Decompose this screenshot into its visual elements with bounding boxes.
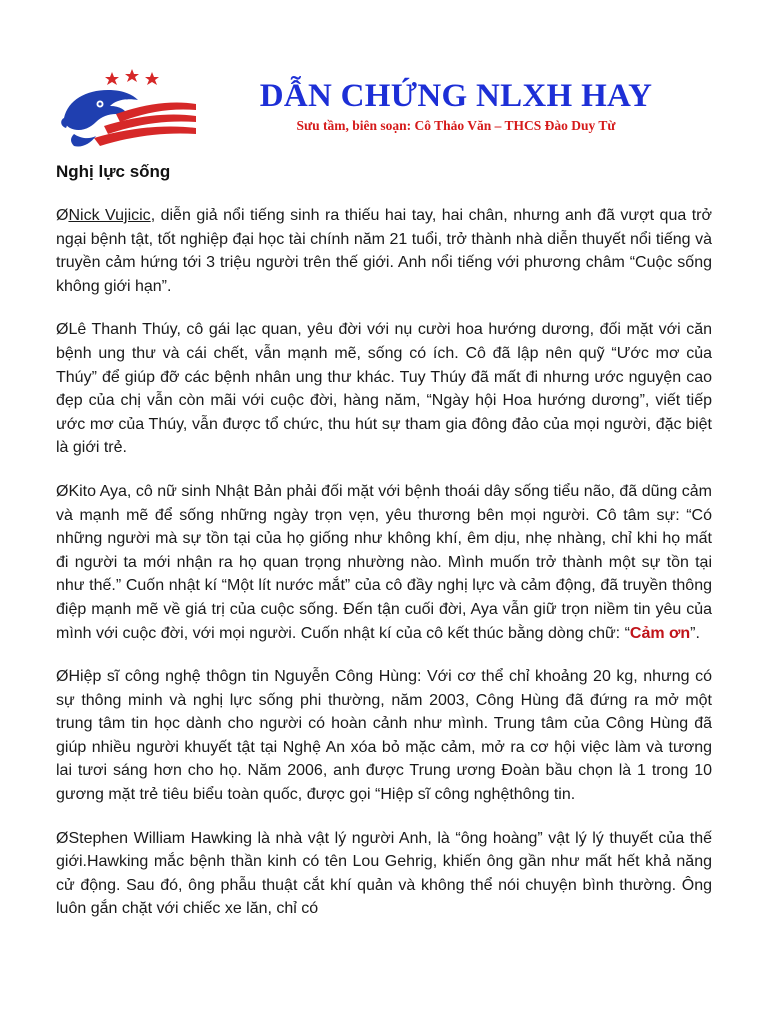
- section-heading: Nghị lực sống: [56, 162, 171, 181]
- document-header: [0, 0, 768, 150]
- document-subtitle: Sưu tầm, biên soạn: Cô Thảo Văn – THCS Đào Duy Từ: [296, 118, 616, 133]
- bullet-arrow-icon: Ø: [56, 482, 69, 500]
- bullet-arrow-icon: Ø: [56, 207, 69, 224]
- name-link-nick-vujicic[interactable]: Nick Vujicic: [68, 207, 151, 224]
- paragraph-text: , diễn giả nổi tiếng sinh ra thiếu hai tay, hai chân, nhưng anh đã vượt qua trở ngại bệnh tật, tốt nghiệp đại học tài chính năm 21 tuổi, trở thành nhà diễn thuyết nổi tiếng và truyền cảm hứng tới 3 triệu người trên thế giới. Anh nổi tiếng với phương châm “Cuộc sống không giới hạn”.: [56, 207, 712, 295]
- bullet-arrow-icon: Ø: [56, 668, 69, 686]
- document-body: [56, 160, 712, 941]
- paragraph-stephen-hawking: [56, 827, 712, 921]
- paragraph-text: Stephen William Hawking là nhà vật lý người Anh, là “ông hoàng” vật lý lý thuyết của thế giới.Hawking mắc bệnh thần kinh có tên Lou Gehrig, khiến ông gần như mất hết khả năng cử động. Sau đó, ông phẫu thuật cắt khí quản và không thể nói chuyện bình thường. Ông luôn gắn chặt với chiếc xe lăn, chỉ có: [56, 829, 712, 918]
- paragraph-text: Kito Aya, cô nữ sinh Nhật Bản phải đối mặt với bệnh thoái dây sống tiểu não, đã dũng cảm và mạnh mẽ để sống những ngày trọn vẹn, yêu thương bên mọi người. Cô tâm sự: “Có những người mà sự tồn tại của họ giống như không khí, êm dịu, nhẹ nhàng, chỉ khi họ mất đi người ta mới nhận ra họ quan trọng nhường nào. Mình muốn trở thành một sự tồn tại như thế.” Cuốn nhật kí “Một lít nước mắt” của cô đầy nghị lực và cảm động, đã truyền thông điệp mạnh mẽ về giá trị của cuộc sống. Đến tận cuối đời, Aya vẫn giữ trọn niềm tin yêu của mình với cuộc đời, với mọi người. Cuốn nhật kí của cô kết thúc bằng dòng chữ: “: [56, 482, 712, 642]
- paragraph-nick-vujicic: [56, 204, 712, 298]
- paragraph-text: Hiệp sĩ công nghệ thôgn tin Nguyễn Công Hùng: Với cơ thể chỉ khoảng 20 kg, nhưng có sự thông minh và nghị lực sống phi thường, năm 2003, Công Hùng đã đứng ra mở một trung tâm tin học dành cho người có hoàn cảnh như mình. Trung tâm của Công Hùng đã giúp nhiều người khuyết tật tại Nghệ An xóa bỏ mặc cảm, mở ra cơ hội việc làm và tương lai tươi sáng hơn cho họ. Năm 2006, anh được Trung ương Đoàn bầu chọn là 1 trong 10 gương mặt trẻ tiêu biểu toàn quốc, được gọi “Hiệp sĩ công nghệthông tin.: [56, 668, 712, 804]
- bullet-arrow-icon: Ø: [56, 321, 69, 339]
- highlight-cam-on: Cảm ơn: [629, 624, 691, 642]
- bullet-arrow-icon: Ø: [56, 829, 69, 847]
- paragraph-kito-aya: [56, 480, 712, 645]
- paragraph-le-thanh-thuy: [56, 318, 712, 460]
- eagle-stars-logo: [60, 66, 200, 150]
- paragraph-tail: ”.: [690, 624, 700, 642]
- paragraph-nguyen-cong-hung: [56, 665, 712, 807]
- document-title: DẪN CHỨNG NLXH HAY: [259, 78, 653, 114]
- paragraph-text: Lê Thanh Thúy, cô gái lạc quan, yêu đời với nụ cười hoa hướng dương, đối mặt với căn bệnh ung thư và cái chết, vẫn mạnh mẽ, sống có ích. Cô đã lập nên quỹ “Ước mơ của Thúy” để giúp đỡ các bệnh nhân ung thư khác. Tuy Thúy đã mất đi nhưng ước nguyện cao đẹp của chị vẫn còn mãi với cuộc đời, hàng năm, “Ngày hội Hoa hướng dương”, viết tiếp ước mơ của Thúy, vẫn được tổ chức, thu hút sự tham gia đông đảo của mọi người, đặc biệt là giới trẻ.: [56, 321, 712, 457]
